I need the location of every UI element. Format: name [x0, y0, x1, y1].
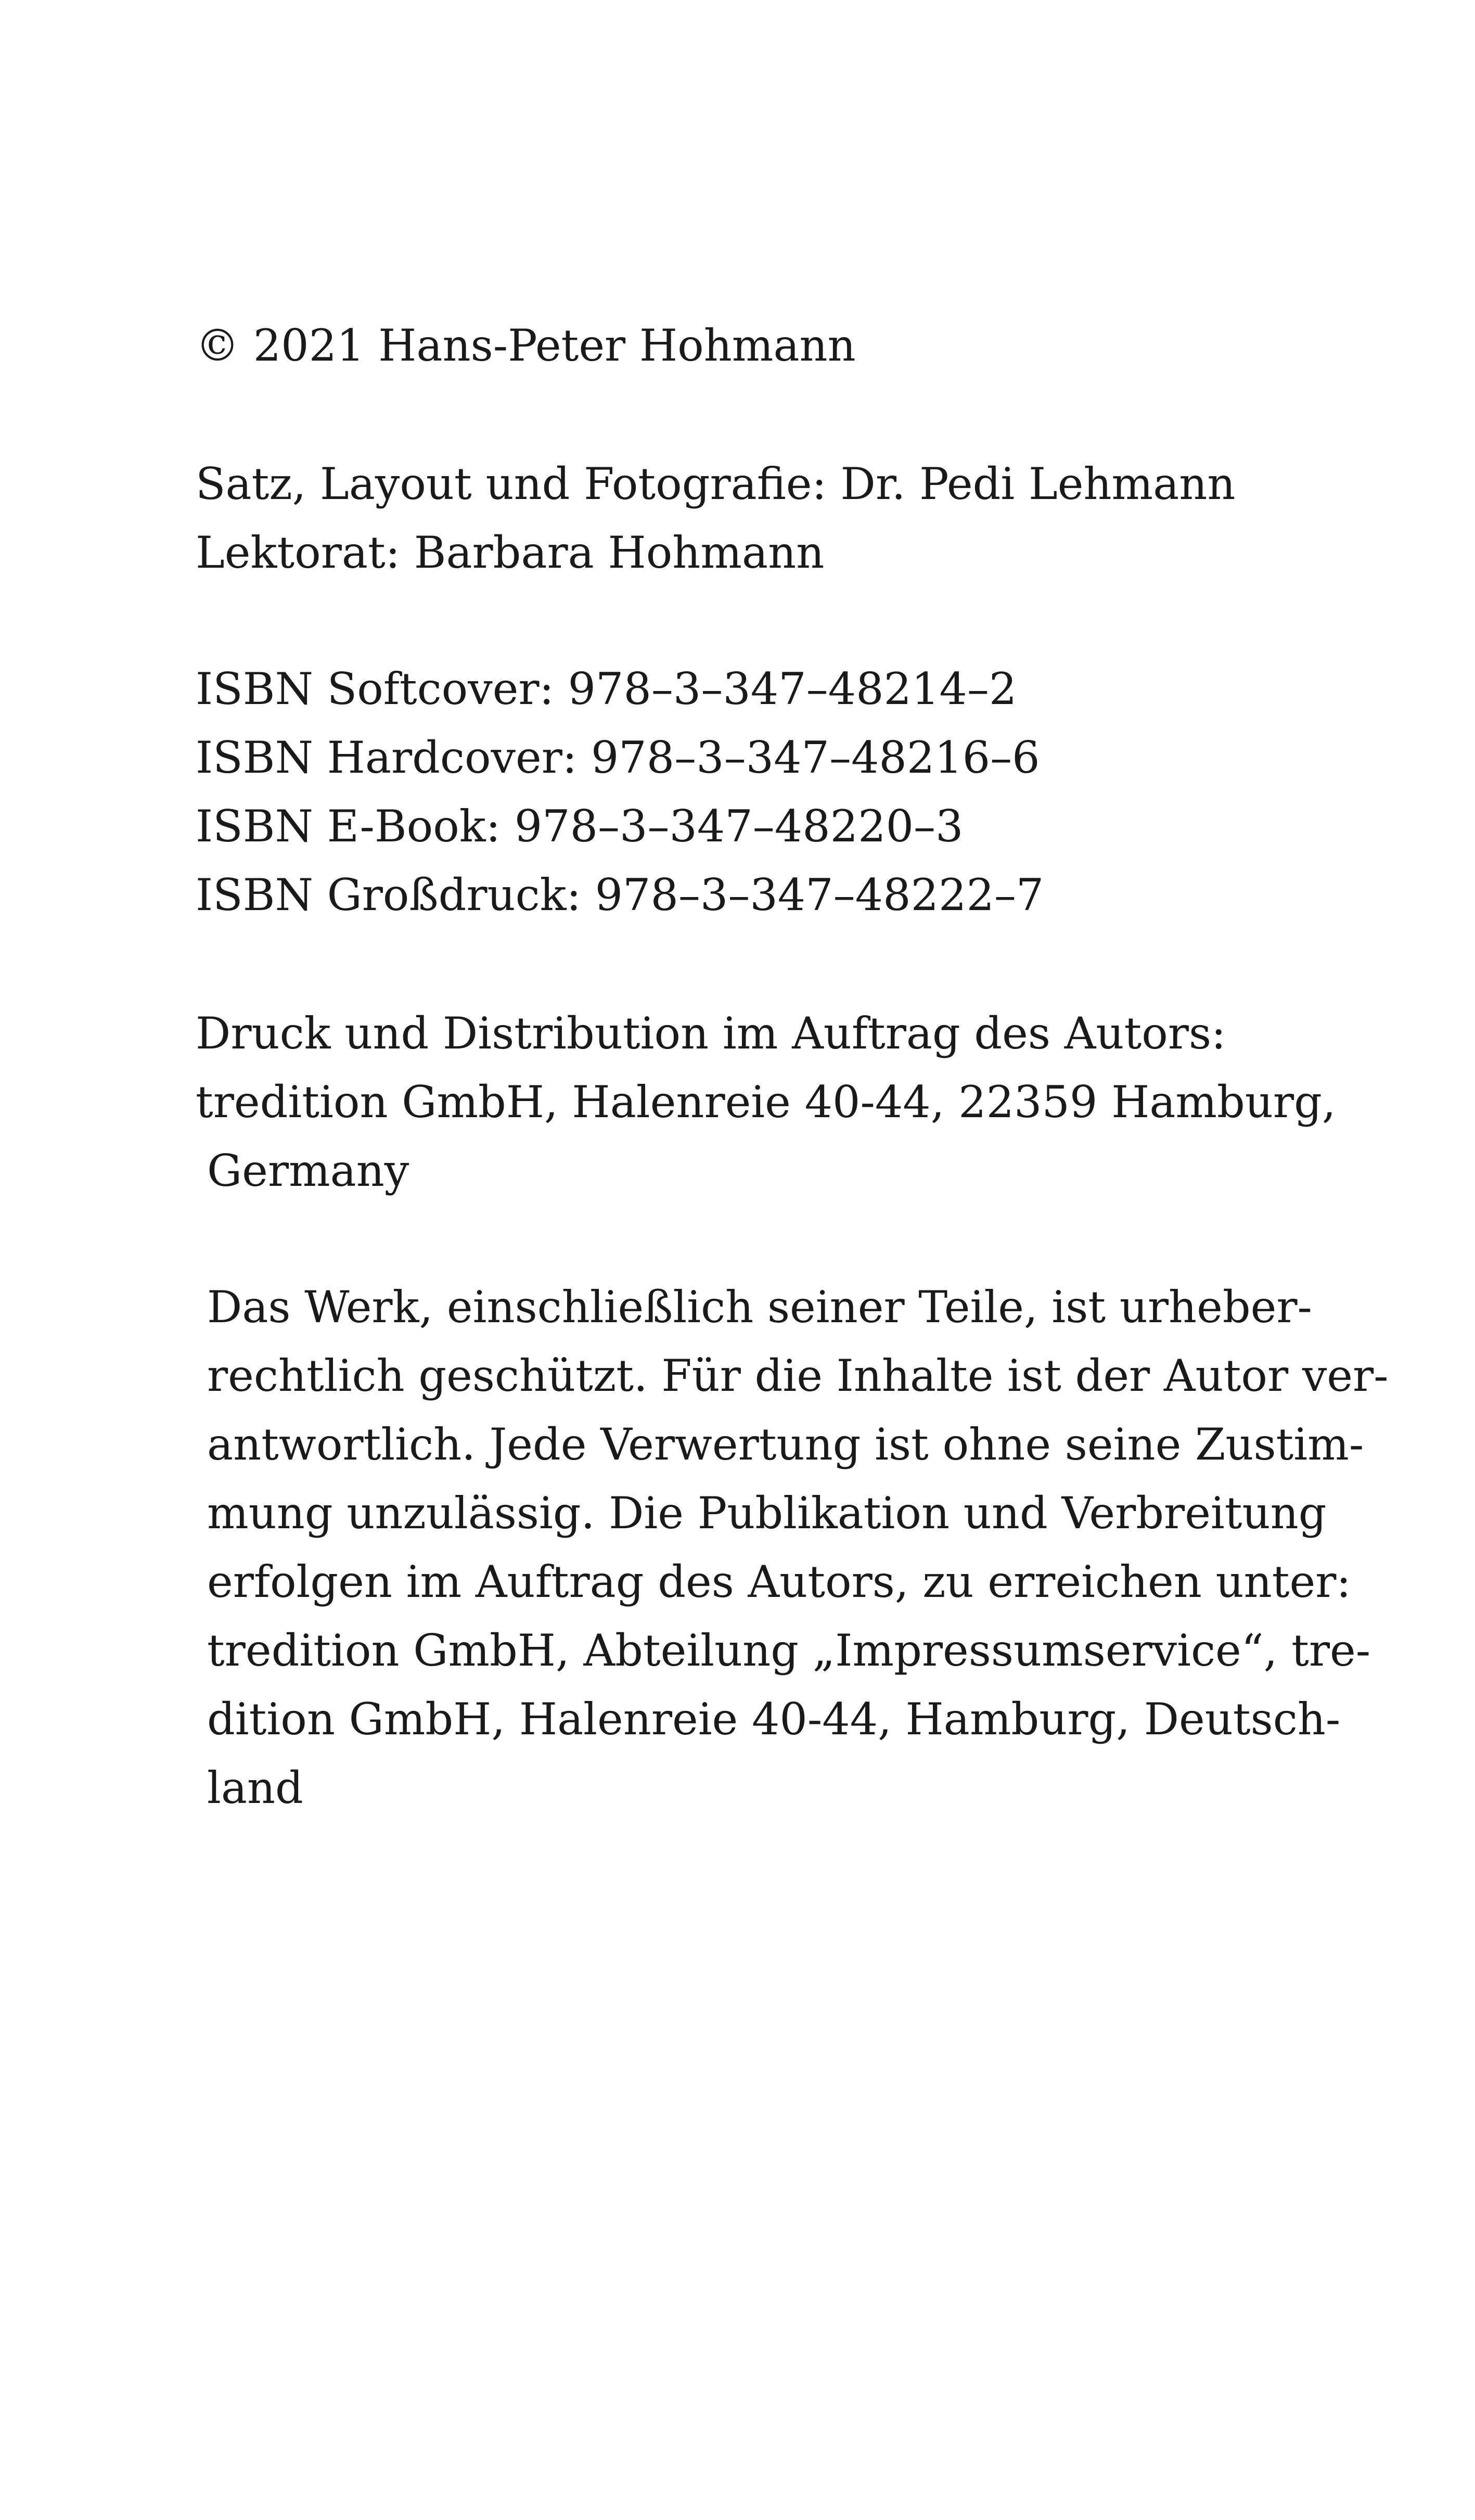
legal-line-5: erfolgen im Auftrag des Autors, zu erreichen unter:: [207, 1556, 1351, 1607]
isbn-grossdruck-line: ISBN Großdruck: 978–3–347–48222–7: [196, 869, 1044, 920]
credits-editing-line: Lektorat: Barbara Hohmann: [196, 527, 825, 578]
distribution-line-2: tredition GmbH, Halenreie 40-44, 22359 Hamburg,: [196, 1077, 1336, 1128]
isbn-softcover-line: ISBN Softcover: 978–3–347–48214–2: [196, 663, 1017, 714]
legal-line-3: antwortlich. Jede Verwertung ist ohne seine Zustim-: [207, 1419, 1364, 1470]
legal-line-1: Das Werk, einschließlich seiner Teile, ist urheber-: [207, 1282, 1312, 1333]
legal-line-4: mung unzulässig. Die Publikation und Verbreitung: [207, 1488, 1327, 1539]
legal-line-2: rechtlich geschützt. Für die Inhalte ist der Autor ver-: [207, 1350, 1389, 1401]
legal-line-7: dition GmbH, Halenreie 40-44, Hamburg, Deutsch-: [207, 1694, 1341, 1745]
isbn-hardcover-line: ISBN Hardcover: 978–3–347–48216–6: [196, 732, 1040, 783]
distribution-line-1: Druck und Distribution im Auftrag des Autors:: [196, 1008, 1226, 1059]
legal-line-8: land: [207, 1762, 303, 1813]
copyright-line: © 2021 Hans-Peter Hohmann: [196, 320, 856, 371]
isbn-ebook-line: ISBN E-Book: 978–3–347–48220–3: [196, 801, 964, 852]
legal-line-6: tredition GmbH, Abteilung „Impressumservice“, tre-: [207, 1625, 1371, 1676]
distribution-line-3: Germany: [207, 1145, 409, 1196]
credits-layout-line: Satz, Layout und Fotografie: Dr. Pedi Lehmann: [196, 458, 1236, 509]
